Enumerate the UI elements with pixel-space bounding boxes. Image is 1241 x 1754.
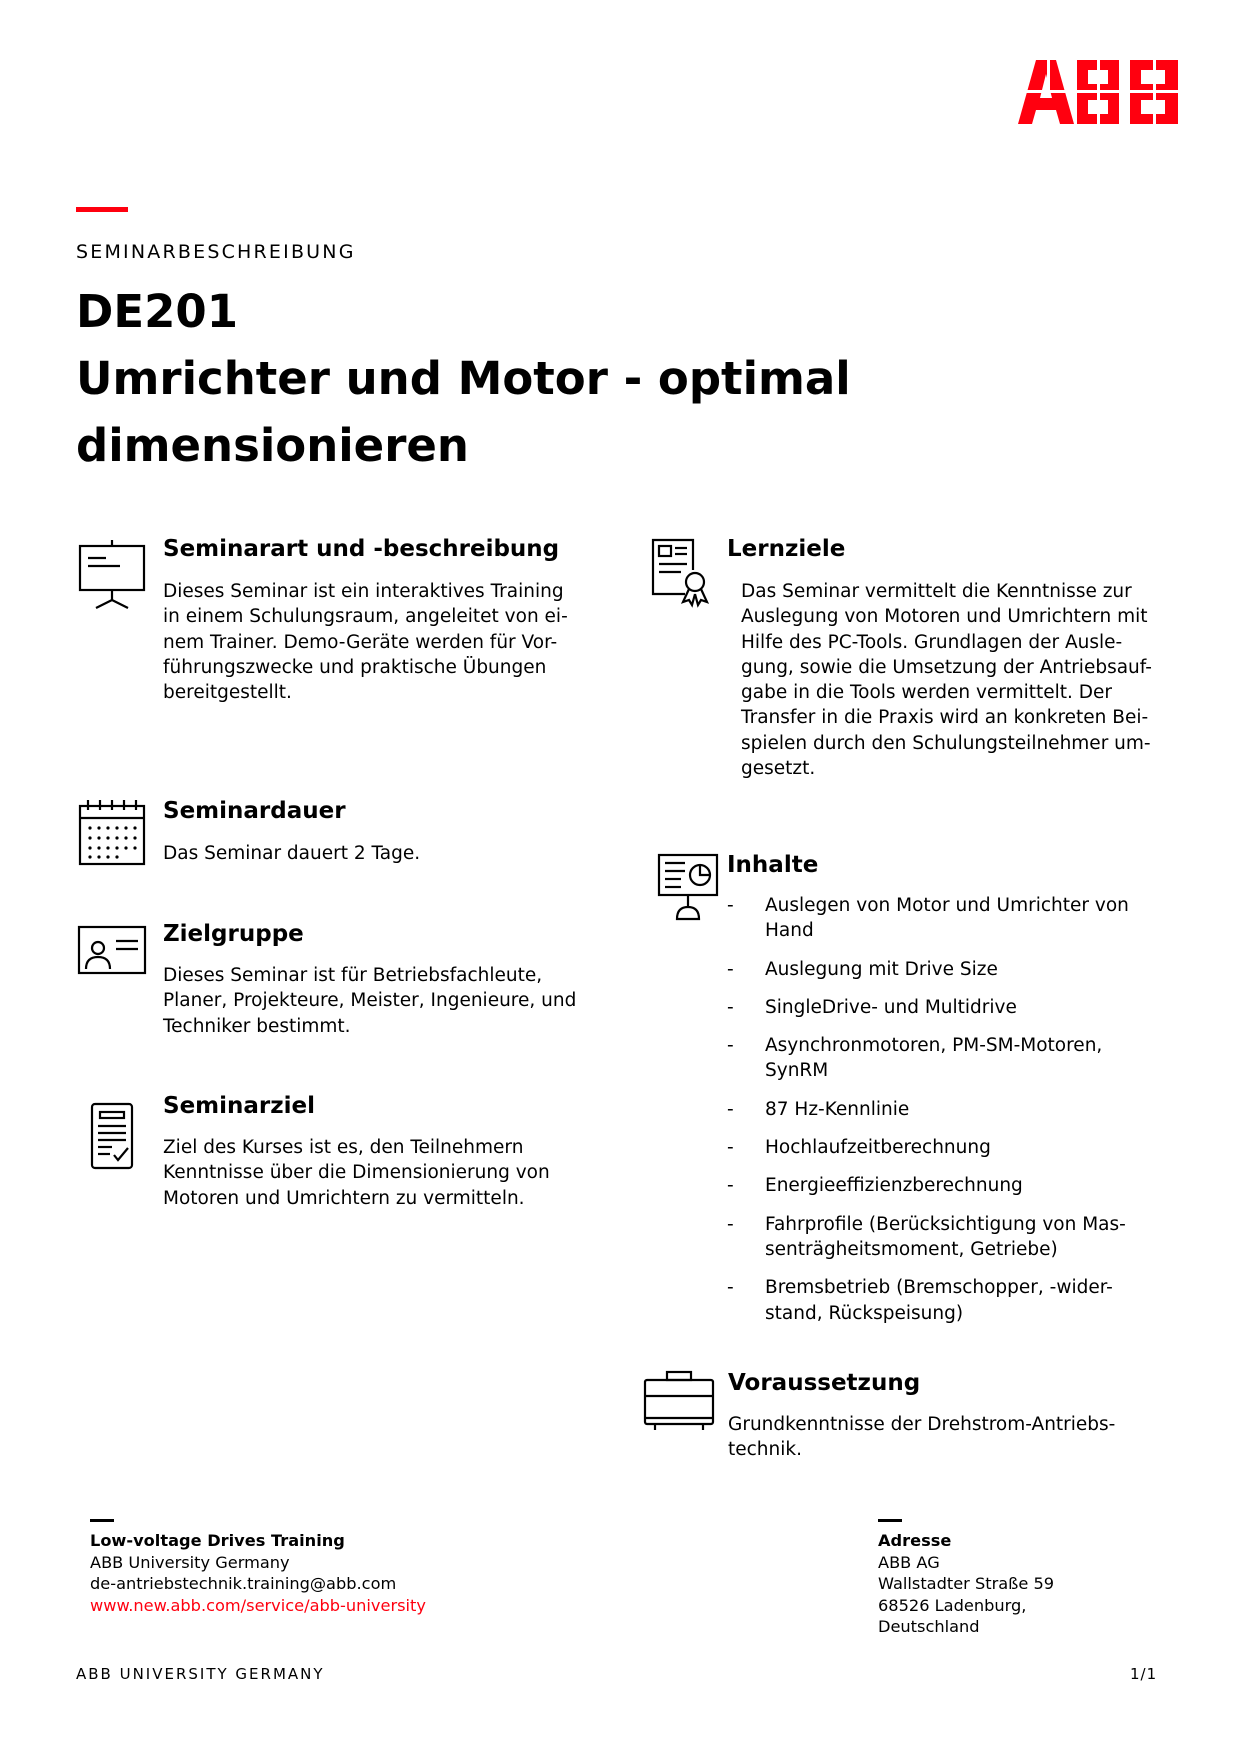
certificate-icon (647, 536, 719, 608)
list-dash: - (727, 996, 734, 1018)
list-dash: - (727, 895, 734, 916)
section-heading-inhalte: Inhalte (727, 852, 819, 878)
text-line: Transfer in die Praxis wird an konkreten Bei- (741, 707, 1149, 729)
text-line: Dieses Seminar ist ein interaktives Training (163, 581, 564, 602)
text-line: Hilfe des PC-Tools. Grundlagen der Ausle- (741, 631, 1123, 653)
text-line: Dieses Seminar ist für Betriebsfachleute, (163, 965, 543, 986)
list-item (727, 995, 1157, 1020)
text-line: Energieeffizienzberechnung (765, 1175, 1023, 1197)
text-line: in einem Schulungsraum, angeleitet von ei- (163, 606, 568, 628)
footer-contact (90, 1530, 426, 1616)
list-dash: - (727, 1175, 734, 1197)
list-item (727, 1173, 1157, 1198)
section-heading-seminarart: Seminarart und -beschreibung (163, 536, 560, 562)
contact-title: Low-voltage Drives Training (90, 1531, 345, 1550)
list-dash: - (727, 1035, 734, 1057)
section-heading-voraussetzung: Voraussetzung (728, 1370, 921, 1396)
id-card-icon (76, 915, 148, 987)
list-item (727, 1212, 1157, 1263)
section-heading-seminarziel: Seminarziel (163, 1093, 316, 1119)
calendar-icon (76, 796, 148, 868)
list-dash: - (727, 1098, 734, 1120)
content-list (727, 893, 1157, 1339)
section-heading-zielgruppe: Zielgruppe (163, 921, 304, 947)
address-line: Wallstadter Straße 59 (878, 1574, 1055, 1593)
list-item (727, 957, 1157, 982)
address-line: Deutschland (878, 1617, 980, 1636)
text-line: Das Seminar vermittelt die Kenntnisse zur (741, 581, 1132, 602)
list-item (727, 1097, 1157, 1122)
text-line: Grundkenntnisse der Drehstrom-Antriebs- (728, 1414, 1116, 1435)
text-line: Auslegung von Motoren und Umrichtern mit (741, 606, 1148, 628)
text-line: stand, Rückspeisung) (765, 1302, 964, 1324)
document-kicker: SEMINARBESCHREIBUNG (76, 241, 356, 263)
list-item (727, 1135, 1157, 1160)
text-line: Kenntnisse über die Dimensionierung von (163, 1162, 550, 1184)
red-accent-bar (76, 207, 128, 212)
section-body-zielgruppe (163, 963, 576, 1039)
section-body-seminarziel (163, 1135, 550, 1211)
text-line: spielen durch den Schulungsteilnehmer um- (741, 732, 1151, 754)
page-title (76, 278, 976, 479)
text-line: Techniker bestimmt. (163, 1015, 351, 1037)
title-line-1: Umrichter und Motor - optimal (76, 352, 851, 405)
address-title: Adresse (878, 1531, 952, 1550)
presentation-chart-icon (655, 851, 727, 923)
text-line: gung, sowie die Umsetzung der Antriebsauf- (741, 656, 1152, 678)
text-line: 87 Hz-Kennlinie (765, 1098, 910, 1120)
section-body-seminarart (163, 579, 568, 705)
list-dash: - (727, 958, 734, 980)
list-item (727, 893, 1157, 944)
presentation-board-icon (76, 538, 148, 610)
list-dash: - (727, 1277, 734, 1299)
text-line: Hochlaufzeitberechnung (765, 1137, 991, 1159)
list-item (727, 1275, 1157, 1326)
title-line-2: dimensionieren (76, 419, 469, 472)
list-dash: - (727, 1137, 734, 1159)
address-line: ABB AG (878, 1552, 940, 1572)
footer-divider-right (878, 1519, 902, 1522)
course-code: DE201 (76, 285, 239, 338)
checklist-icon (76, 1100, 148, 1172)
text-line: Bremsbetrieb (Bremschopper, -wider- (765, 1277, 1113, 1299)
text-line: Motoren und Umrichtern zu vermitteln. (163, 1187, 525, 1209)
section-body-seminardauer (163, 841, 420, 866)
text-line: Auslegung mit Drive Size (765, 958, 998, 980)
section-body-voraussetzung (728, 1412, 1115, 1463)
text-line: nem Trainer. Demo-Geräte werden für Vor- (163, 631, 558, 653)
text-line: gabe in die Tools werden vermittelt. Der (741, 682, 1113, 704)
section-body-lernziele (741, 579, 1152, 781)
text-line: Auslegen von Motor und Umrichter von (765, 895, 1129, 916)
text-line: führungszwecke und praktische Übungen (163, 656, 547, 678)
list-item (727, 1033, 1157, 1084)
text-line: Planer, Projekteure, Meister, Ingenieure, und (163, 990, 577, 1012)
abb-logo (1018, 60, 1180, 124)
text-line: gesetzt. (741, 758, 816, 780)
text-line: SingleDrive- und Multidrive (765, 996, 1017, 1018)
text-line: senträgheitsmoment, Getriebe) (765, 1238, 1058, 1260)
text-line: SynRM (765, 1060, 829, 1082)
footer-address (878, 1530, 1054, 1638)
text-line: Das Seminar dauert 2 Tage. (163, 843, 421, 864)
text-line: Fahrprofile (Berücksichtigung von Mas- (765, 1213, 1126, 1235)
section-heading-seminardauer: Seminardauer (163, 798, 346, 824)
briefcase-icon (643, 1366, 715, 1438)
list-dash: - (727, 1213, 734, 1235)
footer-divider-left (90, 1519, 114, 1522)
text-line: bereitgestellt. (163, 682, 292, 704)
text-line: Hand (765, 920, 814, 942)
address-line: 68526 Ladenburg, (878, 1595, 1027, 1615)
abb-logo-icon (1018, 60, 1180, 124)
contact-email[interactable]: de-antriebstechnik.training@abb.com (90, 1574, 397, 1593)
footer-org-name: ABB UNIVERSITY GERMANY (76, 1665, 325, 1683)
text-line: Asynchronmotoren, PM-SM-Motoren, (765, 1035, 1103, 1057)
contact-url-link[interactable]: www.new.abb.com/service/abb-university (90, 1595, 426, 1615)
contact-org: ABB University Germany (90, 1552, 290, 1572)
page-number: 1/1 (1130, 1665, 1158, 1683)
text-line: technik. (728, 1439, 802, 1461)
section-heading-lernziele: Lernziele (727, 536, 846, 562)
text-line: Ziel des Kurses ist es, den Teilnehmern (163, 1137, 524, 1158)
